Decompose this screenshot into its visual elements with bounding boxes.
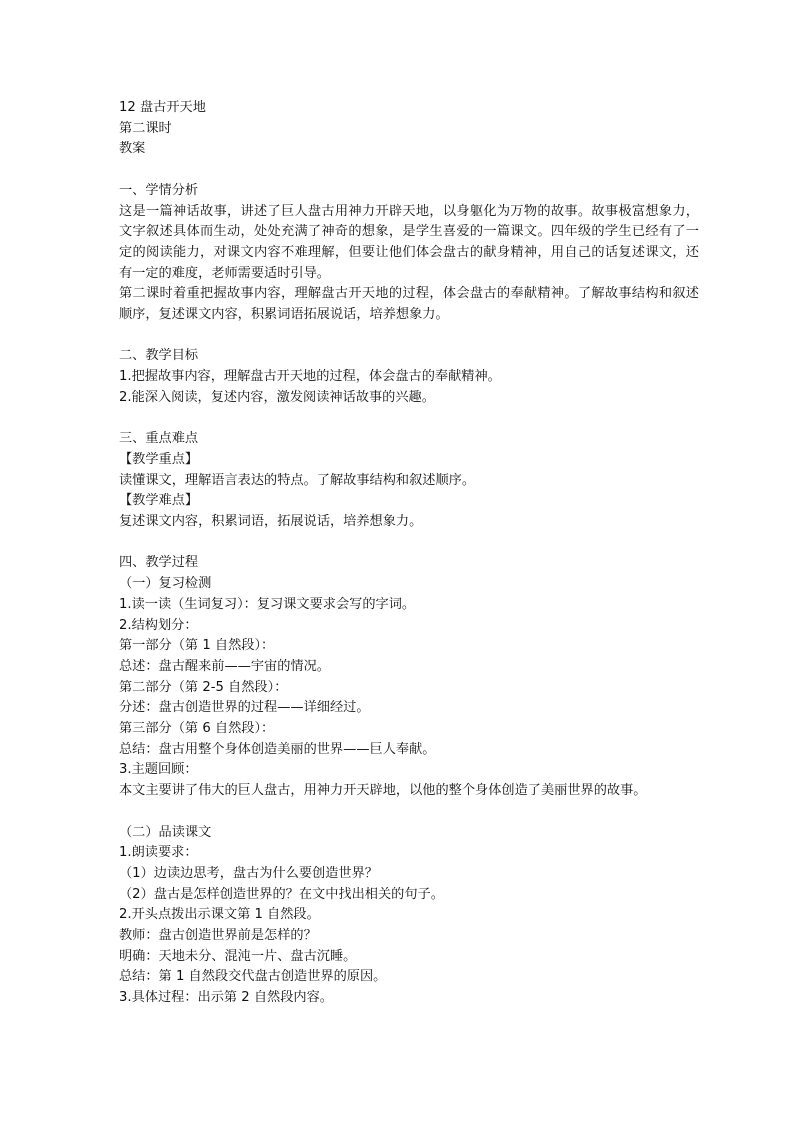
process-line: 总述：盘古醒来前——宇宙的情况。 — [119, 658, 330, 674]
section-heading-process: 四、教学过程 — [119, 555, 199, 571]
spacer — [119, 160, 699, 181]
spacer — [119, 409, 699, 430]
document-type: 教案 — [119, 141, 146, 157]
section-heading-key-points: 三、重点难点 — [119, 431, 199, 447]
process-line: 2.开头点拨出示课文第 1 自然段。 — [119, 907, 320, 923]
goal-item: 2.能深入阅读，复述内容，激发阅读神话故事的兴趣。 — [119, 389, 435, 405]
spacer — [119, 326, 699, 347]
process-line: 教师：盘古创造世界前是怎样的？ — [119, 928, 317, 944]
goal-item: 1.把握故事内容，理解盘古开天地的过程，体会盘古的奉献精神。 — [119, 369, 501, 385]
process-line: 3.具体过程：出示第 2 自然段内容。 — [119, 990, 333, 1006]
key-point-text: 读懂课文，理解语言表达的特点。了解故事结构和叙述顺序。 — [119, 472, 476, 488]
process-line: （2）盘古是怎样创造世界的？在文中找出相关的句子。 — [119, 886, 444, 902]
difficulty-text: 复述课文内容，积累词语，拓展说话，培养想象力。 — [119, 514, 423, 530]
document-body — [119, 98, 699, 1009]
analysis-paragraph-1: 这是一篇神话故事，讲述了巨人盘古用神力开辟天地，以身躯化为万物的故事。故事极富想象力，文字叙述具体而生动，处处充满了神奇的想象，是学生喜爱的一篇课文。四年级的学生已经有了一定的阅读能力，对课文内容不难理解，但要让他们体会盘古的献身精神，用自己的话复述课文，还有一定的难度，老师需要适时引导。 — [119, 203, 699, 281]
difficulty-label: 【教学难点】 — [119, 493, 199, 509]
process-line: 1.读一读（生词复习）：复习课文要求会写的字词。 — [119, 596, 416, 612]
process-line: 总结：第 1 自然段交代盘古创造世界的原因。 — [119, 969, 387, 985]
subsection-title-review: （一）复习检测 — [119, 576, 212, 592]
subsection-title-reading: （二）品读课文 — [119, 824, 212, 840]
process-line: 总结：盘古用整个身体创造美丽的世界——巨人奉献。 — [119, 741, 436, 757]
process-line: 2.结构划分： — [119, 617, 198, 633]
process-line: （1）边读边思考，盘古为什么要创造世界？ — [119, 865, 378, 881]
process-line: 3.主题回顾： — [119, 762, 198, 778]
key-point-label: 【教学重点】 — [119, 451, 199, 467]
spacer — [119, 802, 699, 823]
process-line: 本文主要讲了伟大的巨人盘古，用神力开天辟地，以他的整个身体创造了美丽世界的故事。 — [119, 783, 647, 799]
process-line: 分述：盘古创造世界的过程——详细经过。 — [119, 700, 370, 716]
analysis-paragraph-2: 第二课时着重把握故事内容，理解盘古开天地的过程，体会盘古的奉献精神。了解故事结构和叙述顺序，复述课文内容，积累词语拓展说话，培养想象力。 — [119, 286, 699, 323]
section-heading-goals: 二、教学目标 — [119, 348, 199, 364]
process-line: 1.朗读要求： — [119, 845, 198, 861]
process-line: 第一部分（第 1 自然段）： — [119, 638, 275, 654]
lesson-period: 第二课时 — [119, 120, 172, 136]
process-line: 第二部分（第 2-5 自然段）： — [119, 679, 288, 695]
section-heading-analysis: 一、学情分析 — [119, 182, 199, 198]
spacer — [119, 533, 699, 554]
process-line: 第三部分（第 6 自然段）： — [119, 721, 275, 737]
process-line: 明确：天地未分、混沌一片、盘古沉睡。 — [119, 948, 357, 964]
lesson-title: 12 盘古开天地 — [119, 100, 206, 115]
